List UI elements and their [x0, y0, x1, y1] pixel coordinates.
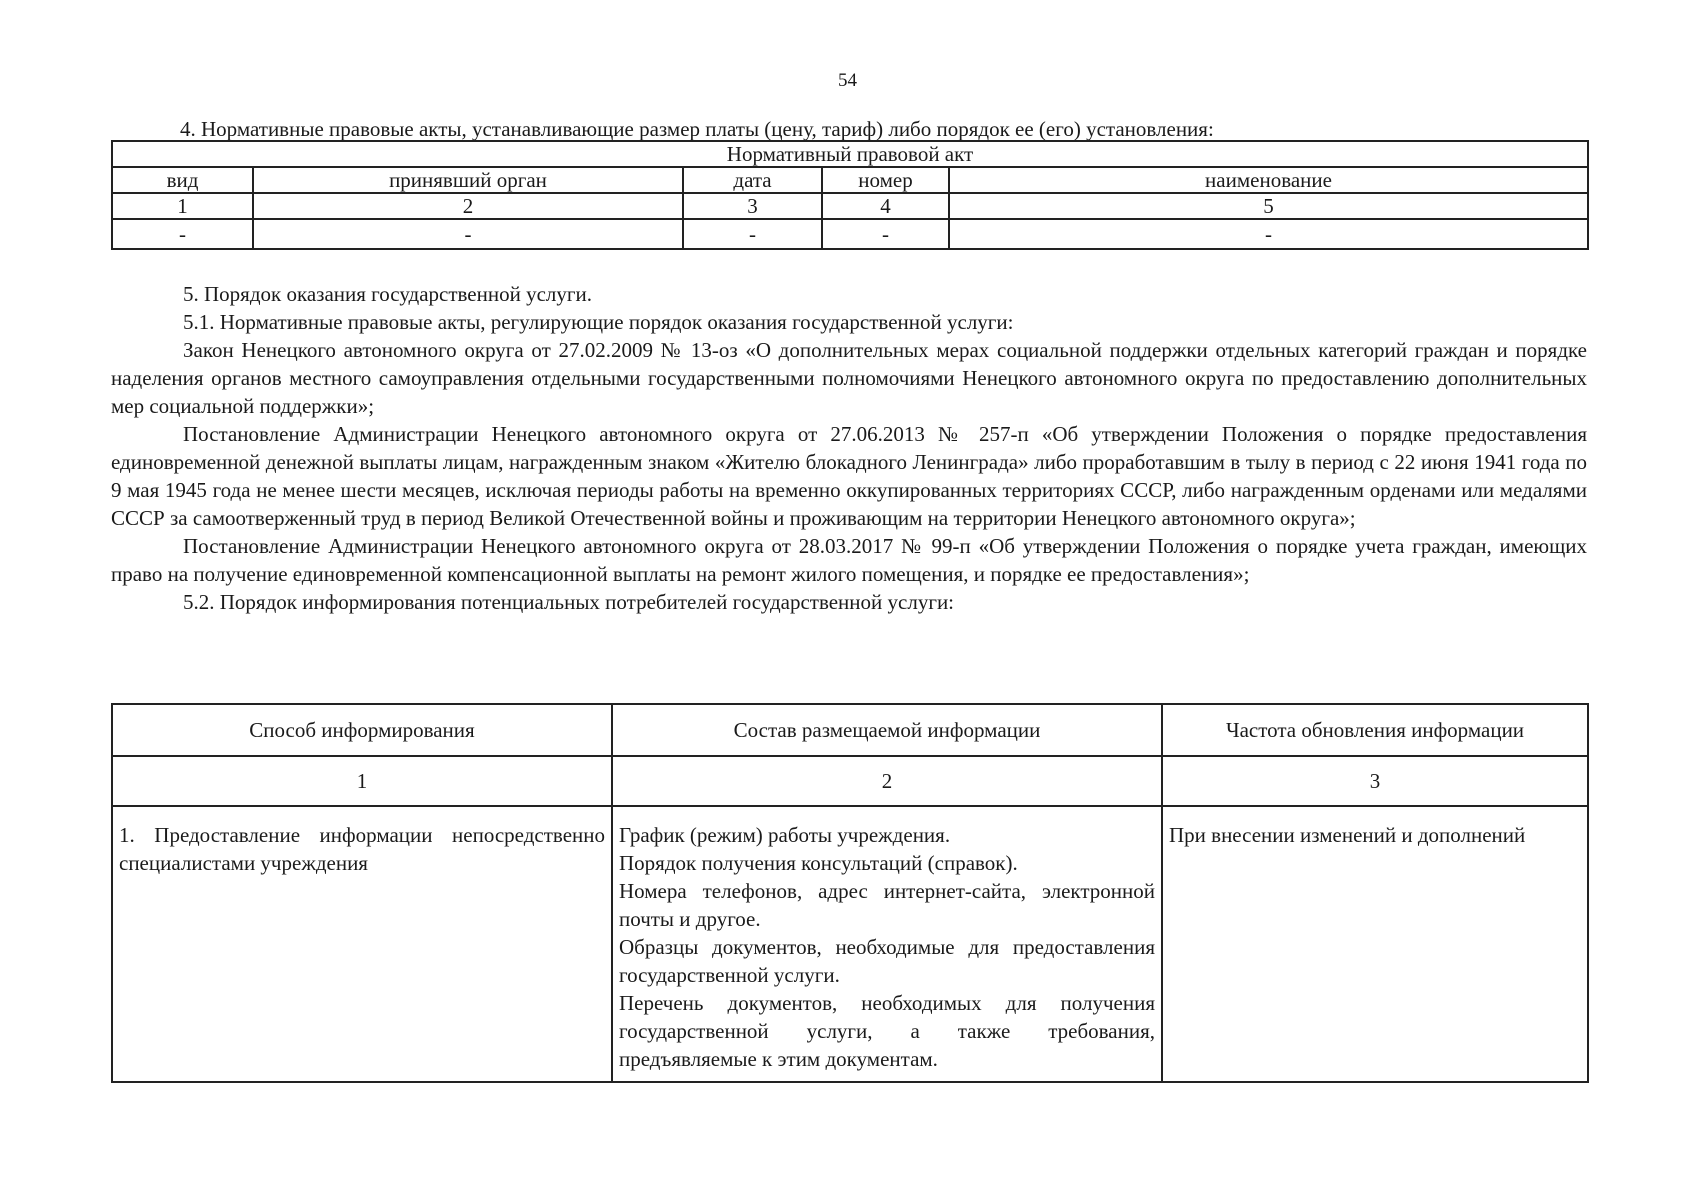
column-header-authority: принявший орган	[253, 167, 683, 193]
column-number: 3	[683, 193, 822, 219]
section-5-title: 5. Порядок оказания государственной услуги.	[183, 282, 592, 306]
table-row	[112, 219, 1588, 249]
section-5-1-title: 5.1. Нормативные правовые акты, регулирующие порядок оказания государственной услуги:	[183, 310, 1014, 334]
column-number: 1	[112, 193, 253, 219]
informing-frequency-cell	[1162, 806, 1588, 1082]
column-number: 2	[612, 756, 1162, 806]
section-4-title: 4. Нормативные правовые акты, устанавливающие размер платы (цену, тариф) либо порядок ее (его) установления:	[180, 117, 1214, 141]
table-cell: -	[253, 219, 683, 249]
column-header-date: дата	[683, 167, 822, 193]
table-group-header: Нормативный правовой акт	[112, 141, 1588, 167]
column-number: 3	[1162, 756, 1588, 806]
legal-acts-fee-table	[111, 140, 1589, 250]
section-5-2-title: 5.2. Порядок информирования потенциальных потребителей государственной услуги:	[183, 590, 955, 614]
informing-method-cell	[112, 806, 612, 1082]
legal-act-paragraph: Закон Ненецкого автономного округа от 27.02.2009 № 13-оз «О дополнительных мерах социальной поддержки отдельных категорий граждан и порядке наделения органов местного самоуправления отдельными государственными полномочиями Ненецкого автономного округа по предоставлению дополнительных мер социальной поддержки»;	[111, 338, 1587, 418]
section-5-body	[111, 280, 1587, 616]
column-header-name: наименование	[949, 167, 1588, 193]
column-number: 1	[112, 756, 612, 806]
column-header-method: Способ информирования	[112, 704, 612, 756]
content-item: Номера телефонов, адрес интернет-сайта, электронной почты и другое.	[619, 879, 1155, 931]
legal-act-paragraph: Постановление Администрации Ненецкого автономного округа от 28.03.2017 № 99-п «Об утверждении Положения о порядке учета граждан, имеющих право на получение единовременной компенсационной выплаты на ремонт жилого помещения, и порядке ее предоставления»;	[111, 534, 1587, 586]
table-row	[112, 806, 1588, 1082]
column-number: 4	[822, 193, 949, 219]
update-frequency: При внесении изменений и дополнений	[1169, 823, 1526, 847]
informing-content-cell	[612, 806, 1162, 1082]
content-item: Порядок получения консультаций (справок).	[619, 851, 1018, 875]
table-cell: -	[112, 219, 253, 249]
informing-method: 1. Предоставление информации непосредственно специалистами учреждения	[119, 823, 605, 875]
column-header-content: Состав размещаемой информации	[612, 704, 1162, 756]
content-item: Перечень документов, необходимых для получения государственной услуги, а также требования, предъявляемые к этим документам.	[619, 991, 1155, 1071]
content-item: График (режим) работы учреждения.	[619, 823, 951, 847]
informing-table	[111, 703, 1589, 1083]
column-number: 5	[949, 193, 1588, 219]
table-cell: -	[822, 219, 949, 249]
column-header-frequency: Частота обновления информации	[1162, 704, 1588, 756]
table-cell: -	[683, 219, 822, 249]
column-header-number: номер	[822, 167, 949, 193]
page-number: 54	[838, 70, 857, 91]
legal-act-paragraph: Постановление Администрации Ненецкого автономного округа от 27.06.2013 № 257-п «Об утверждении Положения о порядке предоставления единовременной денежной выплаты лицам, награжденным знаком «Жителю блокадного Ленинграда» либо проработавшим в тылу в период с 22 июня 1941 года по 9 мая 1945 года не менее шести месяцев, исключая периоды работы на временно оккупированных территориях СССР, либо награжденным орденами или медалями СССР за самоотверженный труд в период Великой Отечественной войны и проживающим на территории Ненецкого автономного округа»;	[111, 422, 1587, 530]
table-cell: -	[949, 219, 1588, 249]
column-header-type: вид	[112, 167, 253, 193]
content-item: Образцы документов, необходимые для предоставления государственной услуги.	[619, 935, 1155, 987]
column-number: 2	[253, 193, 683, 219]
